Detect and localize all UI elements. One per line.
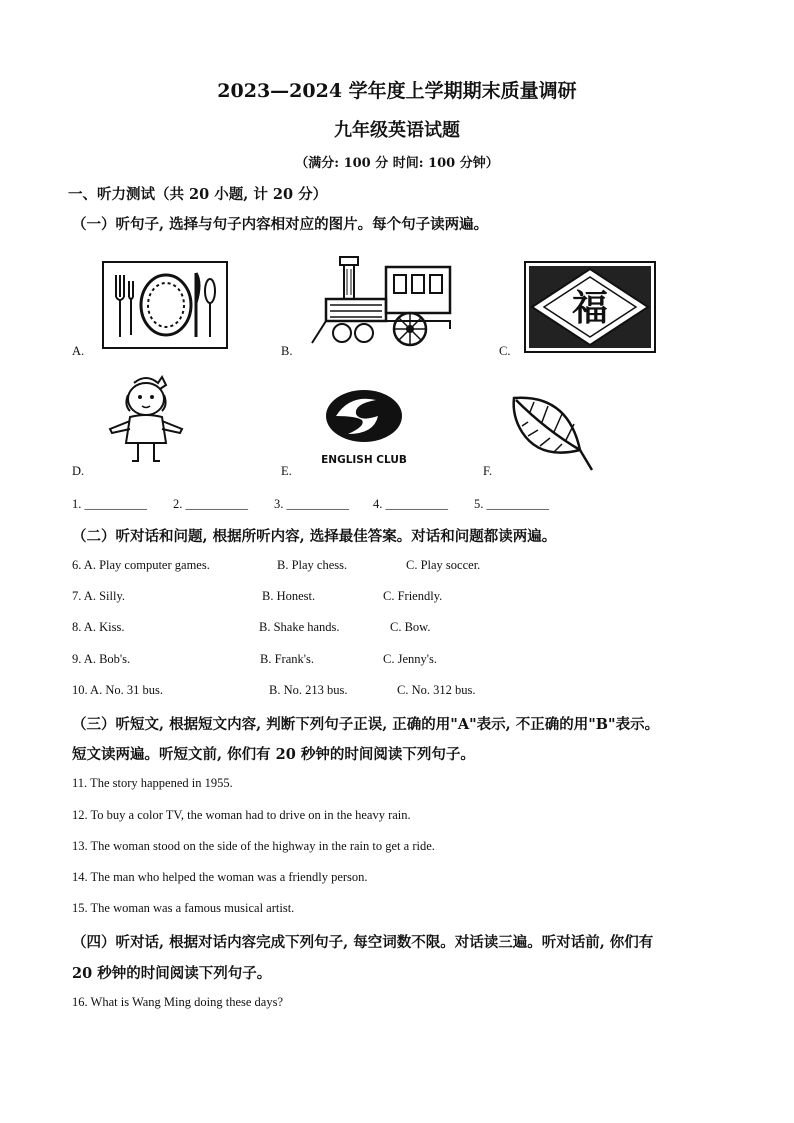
exam-title: 2023—2024 学年度上学期期末质量调研 [217,80,577,102]
statement-item: 13. The woman stood on the side of the highway in the rain to get a ride. [72,839,435,853]
exam-subtitle: 九年级英语试题 [334,120,460,141]
answer-blank-2[interactable]: 2. __________ [173,497,248,511]
option-c: C. Friendly. [383,589,443,603]
question-stem: 9. A. Bob's. [72,652,131,666]
statement-item: 14. The man who helped the woman was a friendly person. [72,870,368,884]
option-b: B. Play chess. [277,558,348,572]
statement-item: 15. The woman was a famous musical artist. [72,901,295,915]
option-b: B. Honest. [262,589,316,603]
svg-text:福: 福 [571,287,609,329]
fu-character-icon [524,261,656,353]
leaf-icon [508,392,594,474]
question-stem: 7. A. Silly. [72,589,126,603]
statement-item: 12. To buy a color TV, the woman had to drive on in the heavy rain. [72,808,411,822]
image-label-a: A. [72,344,85,358]
train-icon [310,255,460,351]
question-stem: 10. A. No. 31 bus. [72,683,163,697]
english-club-logo [302,386,426,468]
question-stem: 6. A. Play computer games. [72,558,210,572]
image-label-c: C. [499,344,511,358]
question-stem: 8. A. Kiss. [72,620,125,634]
image-label-f: F. [483,464,493,478]
part3-instruction-cont: 短文读两遍。听短文前, 你们有 20 秒钟的时间阅读下列句子。 [72,746,475,763]
part1-instruction: （一）听句子, 选择与句子内容相对应的图片。每个句子读两遍。 [72,216,489,233]
option-b: B. No. 213 bus. [269,683,348,697]
part2-instruction: （二）听对话和问题, 根据所听内容, 选择最佳答案。对话和问题都读两遍。 [72,528,557,545]
option-c: C. Jenny's. [383,652,437,666]
option-c: C. Play soccer. [406,558,481,572]
answer-blank-1[interactable]: 1. __________ [72,497,147,511]
option-c: C. Bow. [390,620,431,634]
option-b: B. Shake hands. [259,620,340,634]
part4-instruction-cont: 20 秒钟的时间阅读下列句子。 [72,965,272,982]
tableware-icon [102,261,228,349]
statement-item: 11. The story happened in 1955. [72,776,233,790]
image-label-e: E. [281,464,292,478]
section-heading: 一、听力测试（共 20 小题, 计 20 分） [68,186,328,203]
answer-blank-5[interactable]: 5. __________ [474,497,549,511]
question-item: 16. What is Wang Ming doing these days? [72,995,284,1009]
logo-text: ENGLISH CLUB [321,454,407,466]
image-label-b: B. [281,344,293,358]
image-label-d: D. [72,464,85,478]
answer-blank-4[interactable]: 4. __________ [373,497,448,511]
part3-instruction: （三）听短文, 根据短文内容, 判断下列句子正误, 正确的用"A"表示, 不正确的用"B"表示。 [72,716,660,733]
girl-icon [104,373,188,467]
option-b: B. Frank's. [260,652,314,666]
part4-instruction: （四）听对话, 根据对话内容完成下列句子, 每空词数不限。对话读三遍。听对话前, 你们有 [72,934,654,951]
answer-blank-3[interactable]: 3. __________ [274,497,349,511]
exam-meta: （满分: 100 分 时间: 100 分钟） [295,156,499,171]
option-c: C. No. 312 bus. [397,683,476,697]
